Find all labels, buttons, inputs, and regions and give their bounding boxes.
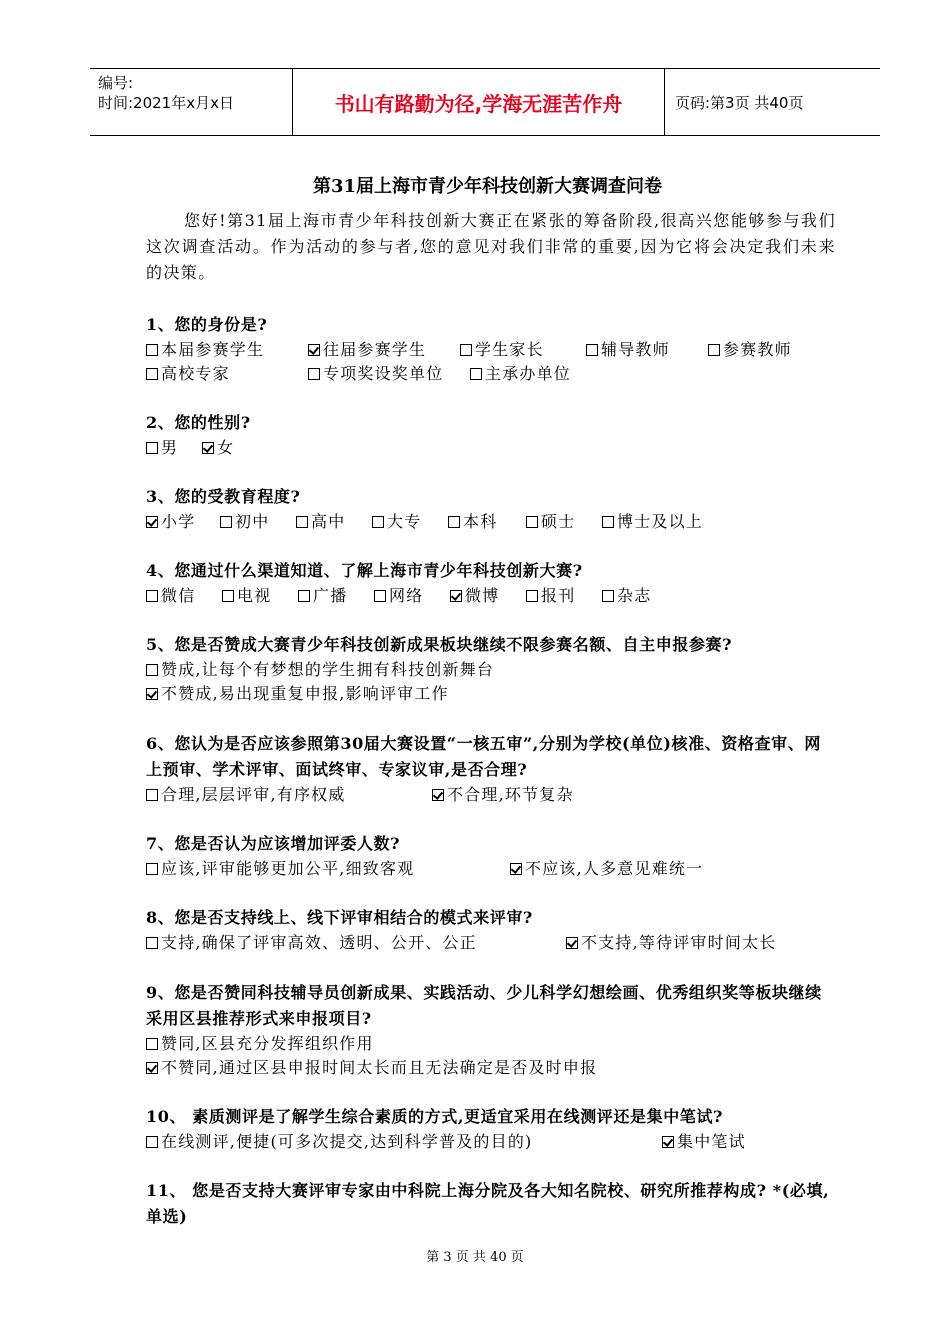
time-label: 时间:2021年x月x日 — [98, 94, 234, 112]
option-label: 辅导教师 — [601, 340, 670, 359]
checkbox-checked-icon — [510, 863, 522, 875]
option[interactable] — [146, 931, 477, 955]
question-6 — [146, 731, 846, 807]
checkbox-icon — [146, 1136, 158, 1148]
option[interactable] — [602, 510, 703, 534]
header-page-label: 页码:第3页 共40页 — [675, 93, 804, 112]
question-title: 7、您是否认为应该增加评委人数? — [146, 834, 401, 853]
question-title: 10、 素质测评是了解学生综合素质的方式,更适宜采用在线测评还是集中笔试? — [146, 1107, 723, 1126]
checkbox-icon — [298, 590, 310, 602]
option[interactable] — [298, 584, 347, 608]
survey-intro: 您好!第31届上海市青少年科技创新大赛正在紧张的筹备阶段,很高兴您能够参与我们这次调查活动。作为活动的参与者,您的意见对我们非常的重要,因为它将会决定我们未来的决策。 — [146, 211, 836, 282]
header-motto: 书山有路勤为径,学海无涯苦作舟 — [292, 69, 665, 135]
number-label: 编号: — [98, 74, 134, 92]
option[interactable] — [602, 584, 651, 608]
checkbox-checked-icon — [566, 937, 578, 949]
option[interactable] — [374, 584, 423, 608]
checkbox-icon — [708, 344, 720, 356]
option-row — [146, 362, 846, 386]
option-label: 应该,评审能够更加公平,细致客观 — [161, 859, 415, 878]
option[interactable] — [510, 857, 703, 881]
option-label: 集中笔试 — [677, 1132, 746, 1151]
checkbox-icon — [146, 368, 158, 380]
option[interactable] — [202, 436, 234, 460]
checkbox-icon — [308, 368, 320, 380]
question-title: 11、 您是否支持大赛评审专家由中科院上海分院及各大知名院校、研究所推荐构成? *(必填,单选) — [146, 1181, 830, 1226]
option[interactable] — [146, 510, 195, 534]
option[interactable] — [146, 658, 494, 682]
option[interactable] — [566, 931, 777, 955]
option-row — [146, 510, 846, 534]
option-row — [146, 658, 846, 682]
checkbox-icon — [526, 516, 538, 528]
option[interactable] — [146, 682, 449, 706]
question-title: 4、您通过什么渠道知道、了解上海市青少年科技创新大赛? — [146, 561, 583, 580]
option-label: 合理,层层评审,有序权威 — [161, 785, 346, 804]
checkbox-icon — [146, 789, 158, 801]
option-label: 支持,确保了评审高效、透明、公开、公正 — [161, 933, 477, 952]
option-row — [146, 1032, 846, 1056]
question-7 — [146, 831, 846, 881]
question-title: 3、您的受教育程度? — [146, 487, 301, 506]
option-label: 不支持,等待评审时间太长 — [581, 933, 777, 952]
checkbox-icon — [146, 344, 158, 356]
survey-title: 第31届上海市青少年科技创新大赛调查问卷 — [312, 176, 663, 197]
question-4 — [146, 558, 846, 608]
option[interactable] — [146, 436, 178, 460]
option[interactable] — [708, 338, 792, 362]
checkbox-icon — [222, 590, 234, 602]
question-title: 9、您是否赞同科技辅导员创新成果、实践活动、少儿科学幻想绘画、优秀组织奖等板块继续采用区县推荐形式来申报项目? — [146, 983, 822, 1028]
option-row — [146, 436, 846, 460]
question-10 — [146, 1104, 846, 1154]
checkbox-icon — [372, 516, 384, 528]
option-label: 微博 — [465, 586, 500, 605]
option-label: 本届参赛学生 — [161, 340, 265, 359]
option[interactable] — [448, 510, 497, 534]
checkbox-icon — [460, 344, 472, 356]
option-label: 大专 — [387, 512, 422, 531]
option[interactable] — [526, 510, 575, 534]
checkbox-icon — [374, 590, 386, 602]
checkbox-checked-icon — [146, 516, 158, 528]
header-info-cell — [90, 69, 292, 135]
checkbox-icon — [146, 937, 158, 949]
checkbox-checked-icon — [662, 1136, 674, 1148]
option[interactable] — [146, 1130, 532, 1154]
checkbox-checked-icon — [202, 442, 214, 454]
option-label: 小学 — [161, 512, 196, 531]
question-title: 6、您认为是否应该参照第30届大赛设置“一核五审”,分别为学校(单位)核准、资格查审、网上预审、学术评审、面试终审、专家议审,是否合理? — [146, 734, 821, 779]
option-row — [146, 783, 846, 807]
checkbox-checked-icon — [146, 688, 158, 700]
option-label: 专项奖设奖单位 — [323, 364, 444, 383]
option-label: 女 — [217, 438, 235, 457]
checkbox-icon — [146, 590, 158, 602]
checkbox-icon — [146, 1038, 158, 1050]
checkbox-icon — [296, 516, 308, 528]
option-label: 不合理,环节复杂 — [447, 785, 574, 804]
checkbox-icon — [146, 863, 158, 875]
option-label: 学生家长 — [475, 340, 544, 359]
option-label: 高中 — [311, 512, 346, 531]
option[interactable] — [296, 510, 345, 534]
question-title: 2、您的性别? — [146, 413, 251, 432]
option[interactable] — [222, 584, 271, 608]
option[interactable] — [308, 338, 426, 362]
question-title: 8、您是否支持线上、线下评审相结合的模式来评审? — [146, 908, 533, 927]
option-label: 高校专家 — [161, 364, 230, 383]
option-label: 参赛教师 — [723, 340, 792, 359]
checkbox-icon — [146, 664, 158, 676]
option[interactable] — [450, 584, 499, 608]
option-label: 初中 — [235, 512, 270, 531]
option-label: 网络 — [389, 586, 424, 605]
option[interactable] — [586, 338, 670, 362]
option[interactable] — [146, 1056, 597, 1080]
checkbox-icon — [220, 516, 232, 528]
checkbox-icon — [602, 516, 614, 528]
question-title: 5、您是否赞成大赛青少年科技创新成果板块继续不限参赛名额、自主申报参赛? — [146, 635, 733, 654]
option[interactable] — [146, 338, 264, 362]
checkbox-checked-icon — [146, 1062, 158, 1074]
option[interactable] — [460, 338, 544, 362]
checkbox-icon — [470, 368, 482, 380]
option[interactable] — [146, 857, 414, 881]
option-row — [146, 338, 846, 362]
option[interactable] — [308, 362, 443, 386]
option[interactable] — [220, 510, 269, 534]
question-3 — [146, 484, 846, 534]
option-label: 本科 — [463, 512, 498, 531]
option-row — [146, 857, 846, 881]
option-row — [146, 584, 846, 608]
option[interactable] — [432, 783, 574, 807]
question-title: 1、您的身份是? — [146, 315, 268, 334]
checkbox-checked-icon — [432, 789, 444, 801]
question-1 — [146, 312, 846, 386]
checkbox-icon — [586, 344, 598, 356]
option-label: 广播 — [313, 586, 348, 605]
checkbox-icon — [526, 590, 538, 602]
option-label: 不赞同,通过区县申报时间太长而且无法确定是否及时申报 — [161, 1058, 598, 1077]
option-label: 赞同,区县充分发挥组织作用 — [161, 1034, 374, 1053]
option[interactable] — [146, 362, 230, 386]
option-label: 不应该,人多意见难统一 — [525, 859, 704, 878]
option-label: 主承办单位 — [485, 364, 572, 383]
checkbox-icon — [448, 516, 460, 528]
option[interactable] — [146, 1032, 374, 1056]
option-label: 电视 — [237, 586, 272, 605]
option-row — [146, 682, 846, 706]
option[interactable] — [146, 584, 195, 608]
option-label: 杂志 — [617, 586, 652, 605]
question-5 — [146, 632, 846, 706]
option[interactable] — [526, 584, 575, 608]
question-11 — [146, 1178, 846, 1230]
option-label: 男 — [161, 438, 179, 457]
option[interactable] — [470, 362, 571, 386]
option-label: 在线测评,便捷(可多次提交,达到科学普及的目的) — [161, 1132, 533, 1151]
question-8 — [146, 905, 846, 955]
checkbox-icon — [602, 590, 614, 602]
option-row — [146, 931, 846, 955]
checkbox-checked-icon — [308, 344, 320, 356]
option-label: 报刊 — [541, 586, 576, 605]
option[interactable] — [146, 783, 346, 807]
option-row — [146, 1056, 846, 1080]
option-label: 硕士 — [541, 512, 576, 531]
option[interactable] — [662, 1130, 746, 1154]
checkbox-icon — [146, 442, 158, 454]
checkbox-checked-icon — [450, 590, 462, 602]
option[interactable] — [372, 510, 421, 534]
question-9 — [146, 980, 846, 1080]
option-label: 不赞成,易出现重复申报,影响评审工作 — [161, 684, 449, 703]
option-label: 微信 — [161, 586, 196, 605]
option-label: 博士及以上 — [617, 512, 704, 531]
option-label: 往届参赛学生 — [323, 340, 427, 359]
option-label: 赞成,让每个有梦想的学生拥有科技创新舞台 — [161, 660, 495, 679]
page-footer: 第 3 页 共 40 页 — [426, 1250, 524, 1265]
question-2 — [146, 410, 846, 460]
header-table — [90, 68, 880, 136]
option-row — [146, 1130, 846, 1154]
